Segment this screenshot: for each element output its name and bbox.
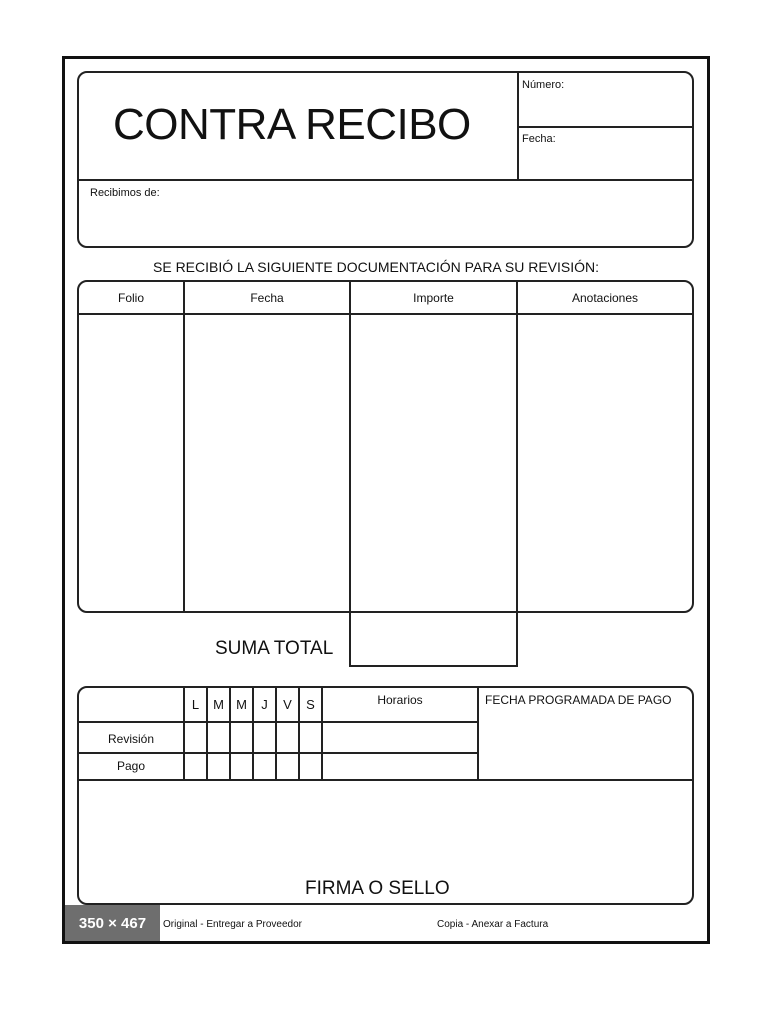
- table-col-divider-3: [516, 282, 518, 667]
- schedule-col-divider-7: [477, 688, 479, 780]
- row-label-pago: Pago: [116, 759, 146, 773]
- footer-original: Original - Entregar a Proveedor: [163, 919, 302, 930]
- instructions-text: SE RECIBIÓ LA SIGUIENTE DOCUMENTACIÓN PARA SU REVISIÓN:: [153, 259, 600, 275]
- signature-label: FIRMA O SELLO: [305, 878, 450, 899]
- fecha-label: Fecha:: [522, 133, 556, 145]
- schedule-box: [77, 686, 694, 905]
- document-table: [77, 280, 694, 613]
- contra-recibo-form: [62, 56, 710, 944]
- size-badge-text: 350 × 467: [78, 914, 147, 932]
- fecha-programada-label: FECHA PROGRAMADA DE PAGO: [485, 693, 672, 707]
- schedule-row-divider-1: [79, 721, 477, 723]
- footer-copia: Copia - Anexar a Factura: [437, 919, 549, 930]
- column-header-importe: Importe: [413, 291, 454, 305]
- table-col-divider-2: [349, 282, 351, 667]
- total-label: SUMA TOTAL: [215, 638, 334, 659]
- day-label-v: V: [283, 697, 292, 712]
- header-bottom-divider: [79, 179, 692, 181]
- column-header-fecha: Fecha: [250, 291, 284, 305]
- horarios-label: Horarios: [377, 693, 423, 707]
- numero-label: Número:: [522, 79, 565, 91]
- day-label-m1: M: [213, 697, 224, 712]
- schedule-row-divider-2: [79, 752, 477, 754]
- day-label-j: J: [261, 697, 268, 712]
- row-label-revision: Revisión: [107, 732, 155, 746]
- day-label-m2: M: [236, 697, 247, 712]
- header-box: [77, 71, 694, 248]
- page-title: CONTRA RECIBO: [113, 100, 471, 149]
- signature-area-divider: [79, 779, 692, 781]
- total-box-bottom: [349, 665, 518, 667]
- day-label-s: S: [306, 697, 315, 712]
- table-col-divider-1: [183, 282, 185, 611]
- size-badge: [65, 905, 160, 941]
- recibimos-label: Recibimos de:: [90, 187, 160, 199]
- day-label-l: L: [191, 697, 200, 712]
- column-header-anotaciones: Anotaciones: [571, 291, 639, 305]
- table-header-divider: [79, 313, 692, 315]
- numero-fecha-divider: [517, 126, 692, 128]
- column-header-folio: Folio: [117, 291, 144, 305]
